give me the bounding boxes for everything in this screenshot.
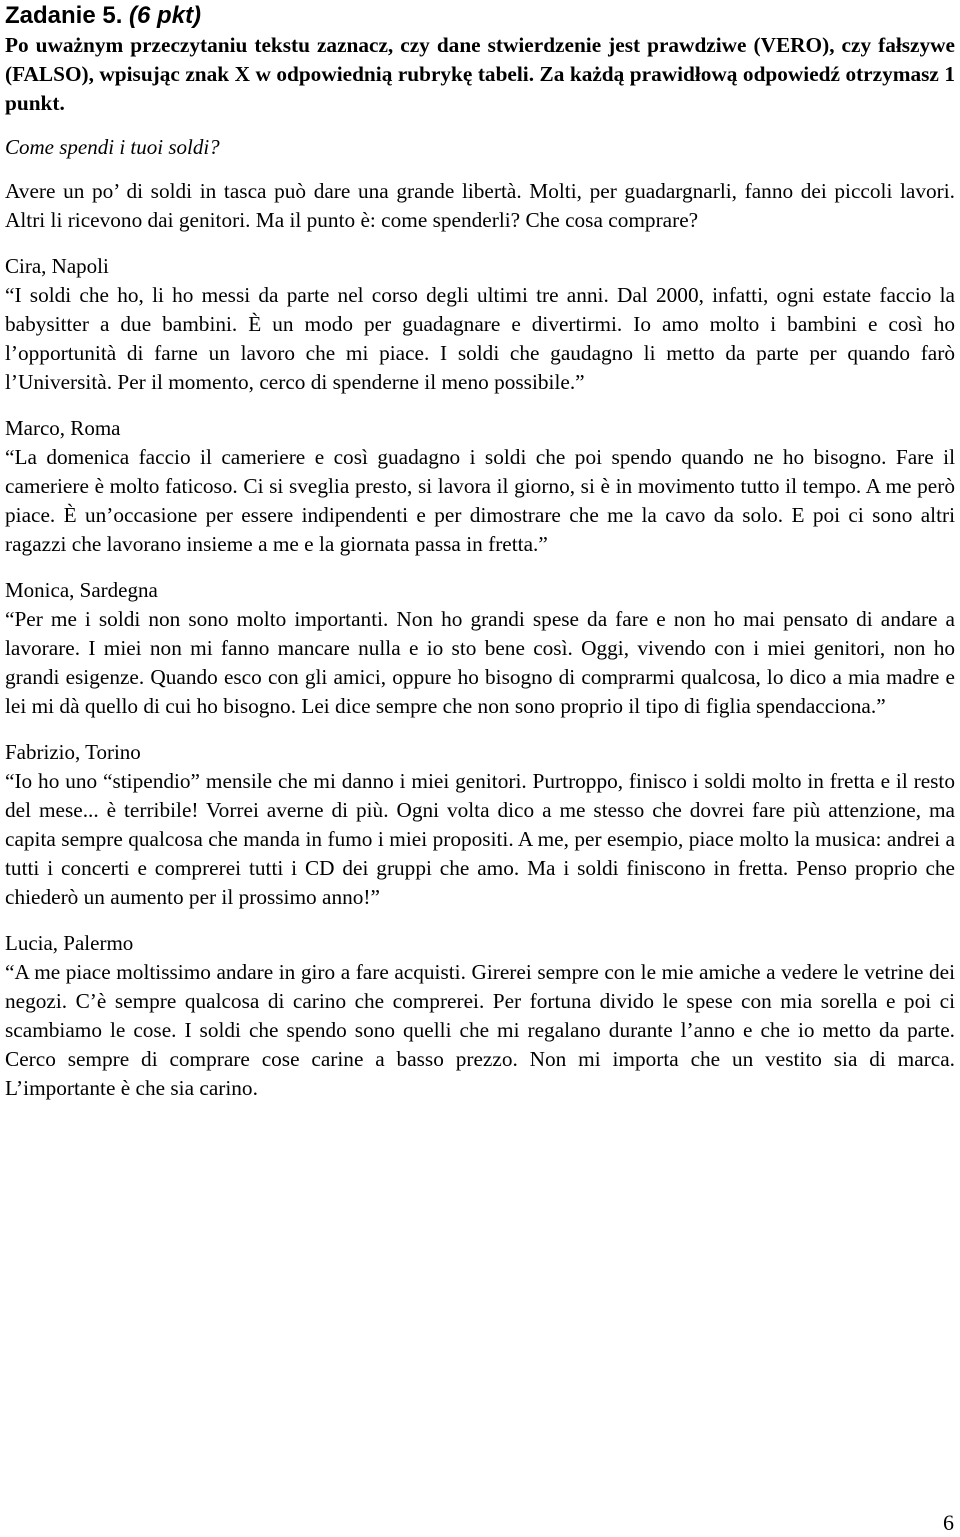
testimony-lucia: [5, 929, 955, 1103]
testimony-text: “Io ho uno “stipendio” mensile che mi danno i miei genitori. Purtroppo, finisco i soldi molto in fretta e il resto del mese... è terribile! Vorrei averne di più. Ogni volta dico a me stesso che dovrei fare più attenzione, ma capita sempre qualcosa che manda in fumo i miei propositi. A me, per esempio, piace molto la musica: andrei a tutti i concerti e comprerei tutti i CD dei gruppi che amo. Ma i soldi finiscono in fretta. Penso proprio che chiederò un aumento per il prossimo anno!”: [5, 769, 955, 909]
testimony-author: Monica, Sardegna: [5, 578, 158, 602]
document-page: [5, 0, 955, 1103]
testimony-author: Lucia, Palermo: [5, 931, 134, 955]
testimony-text: “A me piace moltissimo andare in giro a fare acquisti. Girerei sempre con le mie amiche a vedere le vetrine dei negozi. C’è sempre qualcosa di carino che comprerei. Per fortuna divido le spese con mia sorella e poi ci scambiamo le cose. I soldi che spendo sono quelli che mi regalano durante l’anno e che io metto da parte. Cerco sempre di comprare cose carine a basso prezzo. Non mi importa che un vestito sia di marca. L’importante è che sia carino.: [5, 960, 955, 1100]
page-number: 6: [943, 1510, 954, 1535]
testimony-monica: [5, 576, 955, 721]
testimony-marco: [5, 414, 955, 559]
testimony-author: Cira, Napoli: [5, 254, 109, 278]
testimony-text: “I soldi che ho, li ho messi da parte nel corso degli ultimi tre anni. Dal 2000, infatti, ogni estate faccio la babysitter a due bambini. È un modo per guadagnare e divertirmi. Io amo molto i bambini e così ho l’opportunità di farne un lavoro che mi piace. I soldi che gaudagno li metto da parte per quando farò l’Università. Per il momento, cerco di spenderne il meno possibile.”: [5, 283, 955, 394]
task-heading-points: (6 pkt): [129, 2, 202, 29]
article-title: Come spendi i tuoi soldi?: [5, 135, 220, 159]
task-instructions: Po uważnym przeczytaniu tekstu zaznacz, czy dane stwierdzenie jest prawdziwe (VERO), czy fałszywe (FALSO), wpisując znak X w odpowiednią rubrykę tabeli. Za każdą prawidłową odpowiedź otrzymasz 1 punkt.: [5, 33, 955, 115]
testimony-text: “La domenica faccio il cameriere e così guadagno i soldi che poi spendo quando ne ho bisogno. Fare il cameriere è molto faticoso. Ci si sveglia presto, si lavora il giorno, si è in movimento tutto il tempo. A me però piace. È un’occasione per essere indipendenti e per dimostrare che me la cavo da solo. E poi ci sono altri ragazzi che lavorano insieme a me e la giornata passa in fretta.”: [5, 445, 955, 556]
testimony-text: “Per me i soldi non sono molto importanti. Non ho grandi spese da fare e non ho mai pensato di andare a lavorare. I miei non mi fanno mancare nulla e io sto bene così. Oggi, vivendo con i miei genitori, non ho grandi esigenze. Quando esco con gli amici, oppure ho bisogno di comprarmi qualcosa, lo dico a mia madre e lei mi dà quello di cui ho bisogno. Lei dice sempre che non sono proprio il tipo di figlia spendacciona.”: [5, 607, 955, 718]
testimony-fabrizio: [5, 738, 955, 912]
task-heading: [5, 0, 955, 31]
testimony-cira: [5, 252, 955, 397]
testimony-author: Fabrizio, Torino: [5, 740, 141, 764]
testimony-author: Marco, Roma: [5, 416, 121, 440]
article-intro: Avere un po’ di soldi in tasca può dare una grande libertà. Molti, per guadargnarli, fanno dei piccoli lavori. Altri li ricevono dai genitori. Ma il punto è: come spenderli? Che cosa comprare?: [5, 179, 955, 232]
task-heading-main: Zadanie 5.: [5, 2, 123, 29]
